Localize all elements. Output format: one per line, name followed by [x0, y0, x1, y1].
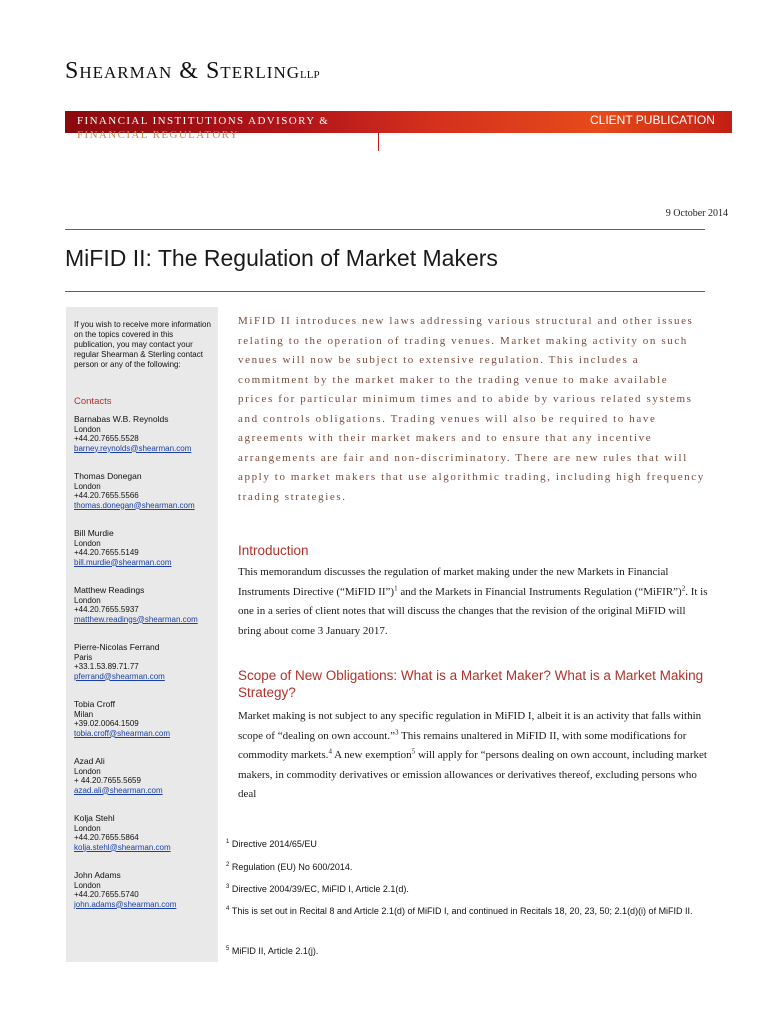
contact-phone: +44.20.7655.5566	[74, 491, 139, 500]
footnote-number: 3	[226, 884, 230, 890]
contact-card	[74, 757, 219, 795]
introduction-paragraph	[238, 563, 708, 641]
abstract-paragraph: MiFID II introduces new laws addressing various structural and other issues relating to the operation of trading venues. Market making activity on such venues will now be subject to extensive regulation. This includes a commitment by the market maker to the trading venue to make available prices for particular minimum times and to abide by various related systems and controls obligations. Trading venues will also be required to have agreements with their market makers and to ensure that any incentive arrangements are fair and non-discriminatory. There are new rules that will apply to market makers that use algorithmic trading, including high frequency trading strategies.	[238, 315, 705, 503]
footnote-ref[interactable]: 4	[328, 747, 332, 756]
scope-text-4: will apply for “persons dealing on own account, including market makers, in commodity derivatives or emission allowances or derivatives thereof, excluding persons who deal	[238, 749, 707, 800]
contact-phone: +44.20.7655.5528	[74, 434, 139, 443]
contact-city: London	[74, 766, 101, 776]
contact-name: Bill Murdie	[74, 528, 114, 538]
footnote	[226, 838, 716, 850]
contact-city: Paris	[74, 652, 93, 662]
contact-phone: +44.20.7655.5864	[74, 833, 139, 842]
contact-email-link[interactable]: bill.murdie@shearman.com	[74, 557, 172, 567]
contact-card	[74, 529, 219, 567]
contact-name: Tobia Croff	[74, 699, 115, 709]
contact-city: London	[74, 424, 101, 434]
footnote-text: This is set out in Recital 8 and Article 2.1(d) of MiFID I, and continued in Recitals 18, 20, 23, 50; 2.1(d)(i) of MiFID II.	[231, 906, 693, 916]
footnote-number: 1	[226, 839, 230, 845]
footnote	[226, 883, 716, 895]
contact-name: Pierre-Nicolas Ferrand	[74, 642, 160, 652]
contact-email-link[interactable]: matthew.readings@shearman.com	[74, 614, 198, 624]
logo-suffix: LLP	[300, 69, 320, 81]
footnote	[226, 945, 716, 957]
contact-email-link[interactable]: tobia.croff@shearman.com	[74, 728, 171, 738]
footnote-text: Directive 2014/65/EU	[231, 839, 317, 849]
footnote-ref[interactable]: 3	[395, 727, 399, 736]
contact-card	[74, 586, 219, 624]
footnote-ref[interactable]: 1	[394, 583, 398, 592]
scope-text-1: Market making is not subject to any specific regulation in MiFID I, albeit it is an activity that falls within scope of “dealing on own account.”	[238, 710, 702, 742]
contact-name: Thomas Donegan	[74, 471, 142, 481]
contacts-heading: Contacts	[74, 396, 112, 407]
contact-city: London	[74, 481, 101, 491]
section-heading-introduction: Introduction	[238, 543, 309, 558]
intro-text-2: and the Markets in Financial Instruments Regulation (“MiFIR”)	[397, 585, 682, 598]
publication-type: CLIENT PUBLICATION	[590, 113, 715, 127]
scope-text-3: A new exemption	[331, 749, 412, 761]
contact-name: Azad Ali	[74, 756, 105, 766]
contact-phone: +44.20.7655.5937	[74, 605, 139, 614]
contact-city: London	[74, 823, 101, 833]
contact-email-link[interactable]: thomas.donegan@shearman.com	[74, 500, 195, 510]
scope-text-2: This remains unaltered in MiFID II, with some modifications for commodity markets.	[238, 729, 687, 761]
contact-phone: +33.1.53.89.71.77	[74, 662, 139, 671]
contact-city: London	[74, 880, 101, 890]
company-logo	[65, 58, 320, 85]
footnote	[226, 905, 716, 917]
contact-city: London	[74, 595, 101, 605]
contact-city: London	[74, 538, 101, 548]
logo-text: Shearman & Sterling	[65, 58, 301, 84]
contact-email-link[interactable]: pferrand@shearman.com	[74, 671, 165, 681]
contact-name: John Adams	[74, 870, 121, 880]
contact-card	[74, 415, 219, 453]
practice-area-line2: FINANCIAL REGULATORY	[77, 129, 240, 141]
sidebar-intro: If you wish to receive more information on the topics covered in this publication, you may contact your regular Shearman & Sterling contact person or any of the following:	[74, 320, 211, 369]
contact-card	[74, 700, 219, 738]
divider-top	[65, 229, 705, 230]
footnote-text: Directive 2004/39/EC, MiFID I, Article 2.1(d).	[231, 884, 409, 894]
intro-text-3: . It is one in a series of client notes that will discuss the changes that the revision of the original MiFID will bring about come 3 January 2017.	[238, 585, 708, 637]
contact-card	[74, 643, 219, 681]
contact-email-link[interactable]: kolja.stehl@shearman.com	[74, 842, 171, 852]
practice-area-line1: FINANCIAL INSTITUTIONS ADVISORY &	[77, 115, 330, 127]
contact-email-link[interactable]: barney.reynolds@shearman.com	[74, 443, 192, 453]
footnote	[226, 861, 716, 873]
publication-date: 9 October 2014	[665, 208, 728, 219]
contact-email-link[interactable]: john.adams@shearman.com	[74, 899, 177, 909]
footnote-text: MiFID II, Article 2.1(j).	[231, 946, 319, 956]
contact-phone: +39.02.0064.1509	[74, 719, 139, 728]
section-heading-scope: Scope of New Obligations: What is a Market Maker? What is a Market Making Strategy?	[238, 668, 704, 700]
scope-paragraph	[238, 707, 708, 805]
contact-phone: + 44.20.7655.5659	[74, 776, 141, 785]
contact-card	[74, 472, 219, 510]
footnote-ref[interactable]: 2	[681, 583, 686, 592]
contact-name: Barnabas W.B. Reynolds	[74, 414, 169, 424]
contact-name: Matthew Readings	[74, 585, 145, 595]
contact-name: Kolja Stehl	[74, 813, 115, 823]
contact-card	[74, 871, 219, 909]
contact-phone: +44.20.7655.5149	[74, 548, 139, 557]
contact-city: Milan	[74, 709, 94, 719]
intro-text-1: This memorandum discusses the regulation of market making under the new Markets in Financial Instruments Directive (“MiFID II”)	[238, 566, 669, 598]
contact-phone: +44.20.7655.5740	[74, 890, 139, 899]
page-title: MiFID II: The Regulation of Market Makers	[65, 245, 498, 271]
footnote-number: 2	[226, 862, 230, 868]
footnote-ref[interactable]: 5	[411, 747, 416, 756]
footnote-text: Regulation (EU) No 600/2014.	[231, 862, 353, 872]
contact-email-link[interactable]: azad.ali@shearman.com	[74, 785, 163, 795]
divider-title	[65, 291, 705, 292]
footnote-number: 4	[226, 906, 230, 912]
contact-card	[74, 814, 219, 852]
footnote-number: 5	[226, 946, 230, 952]
